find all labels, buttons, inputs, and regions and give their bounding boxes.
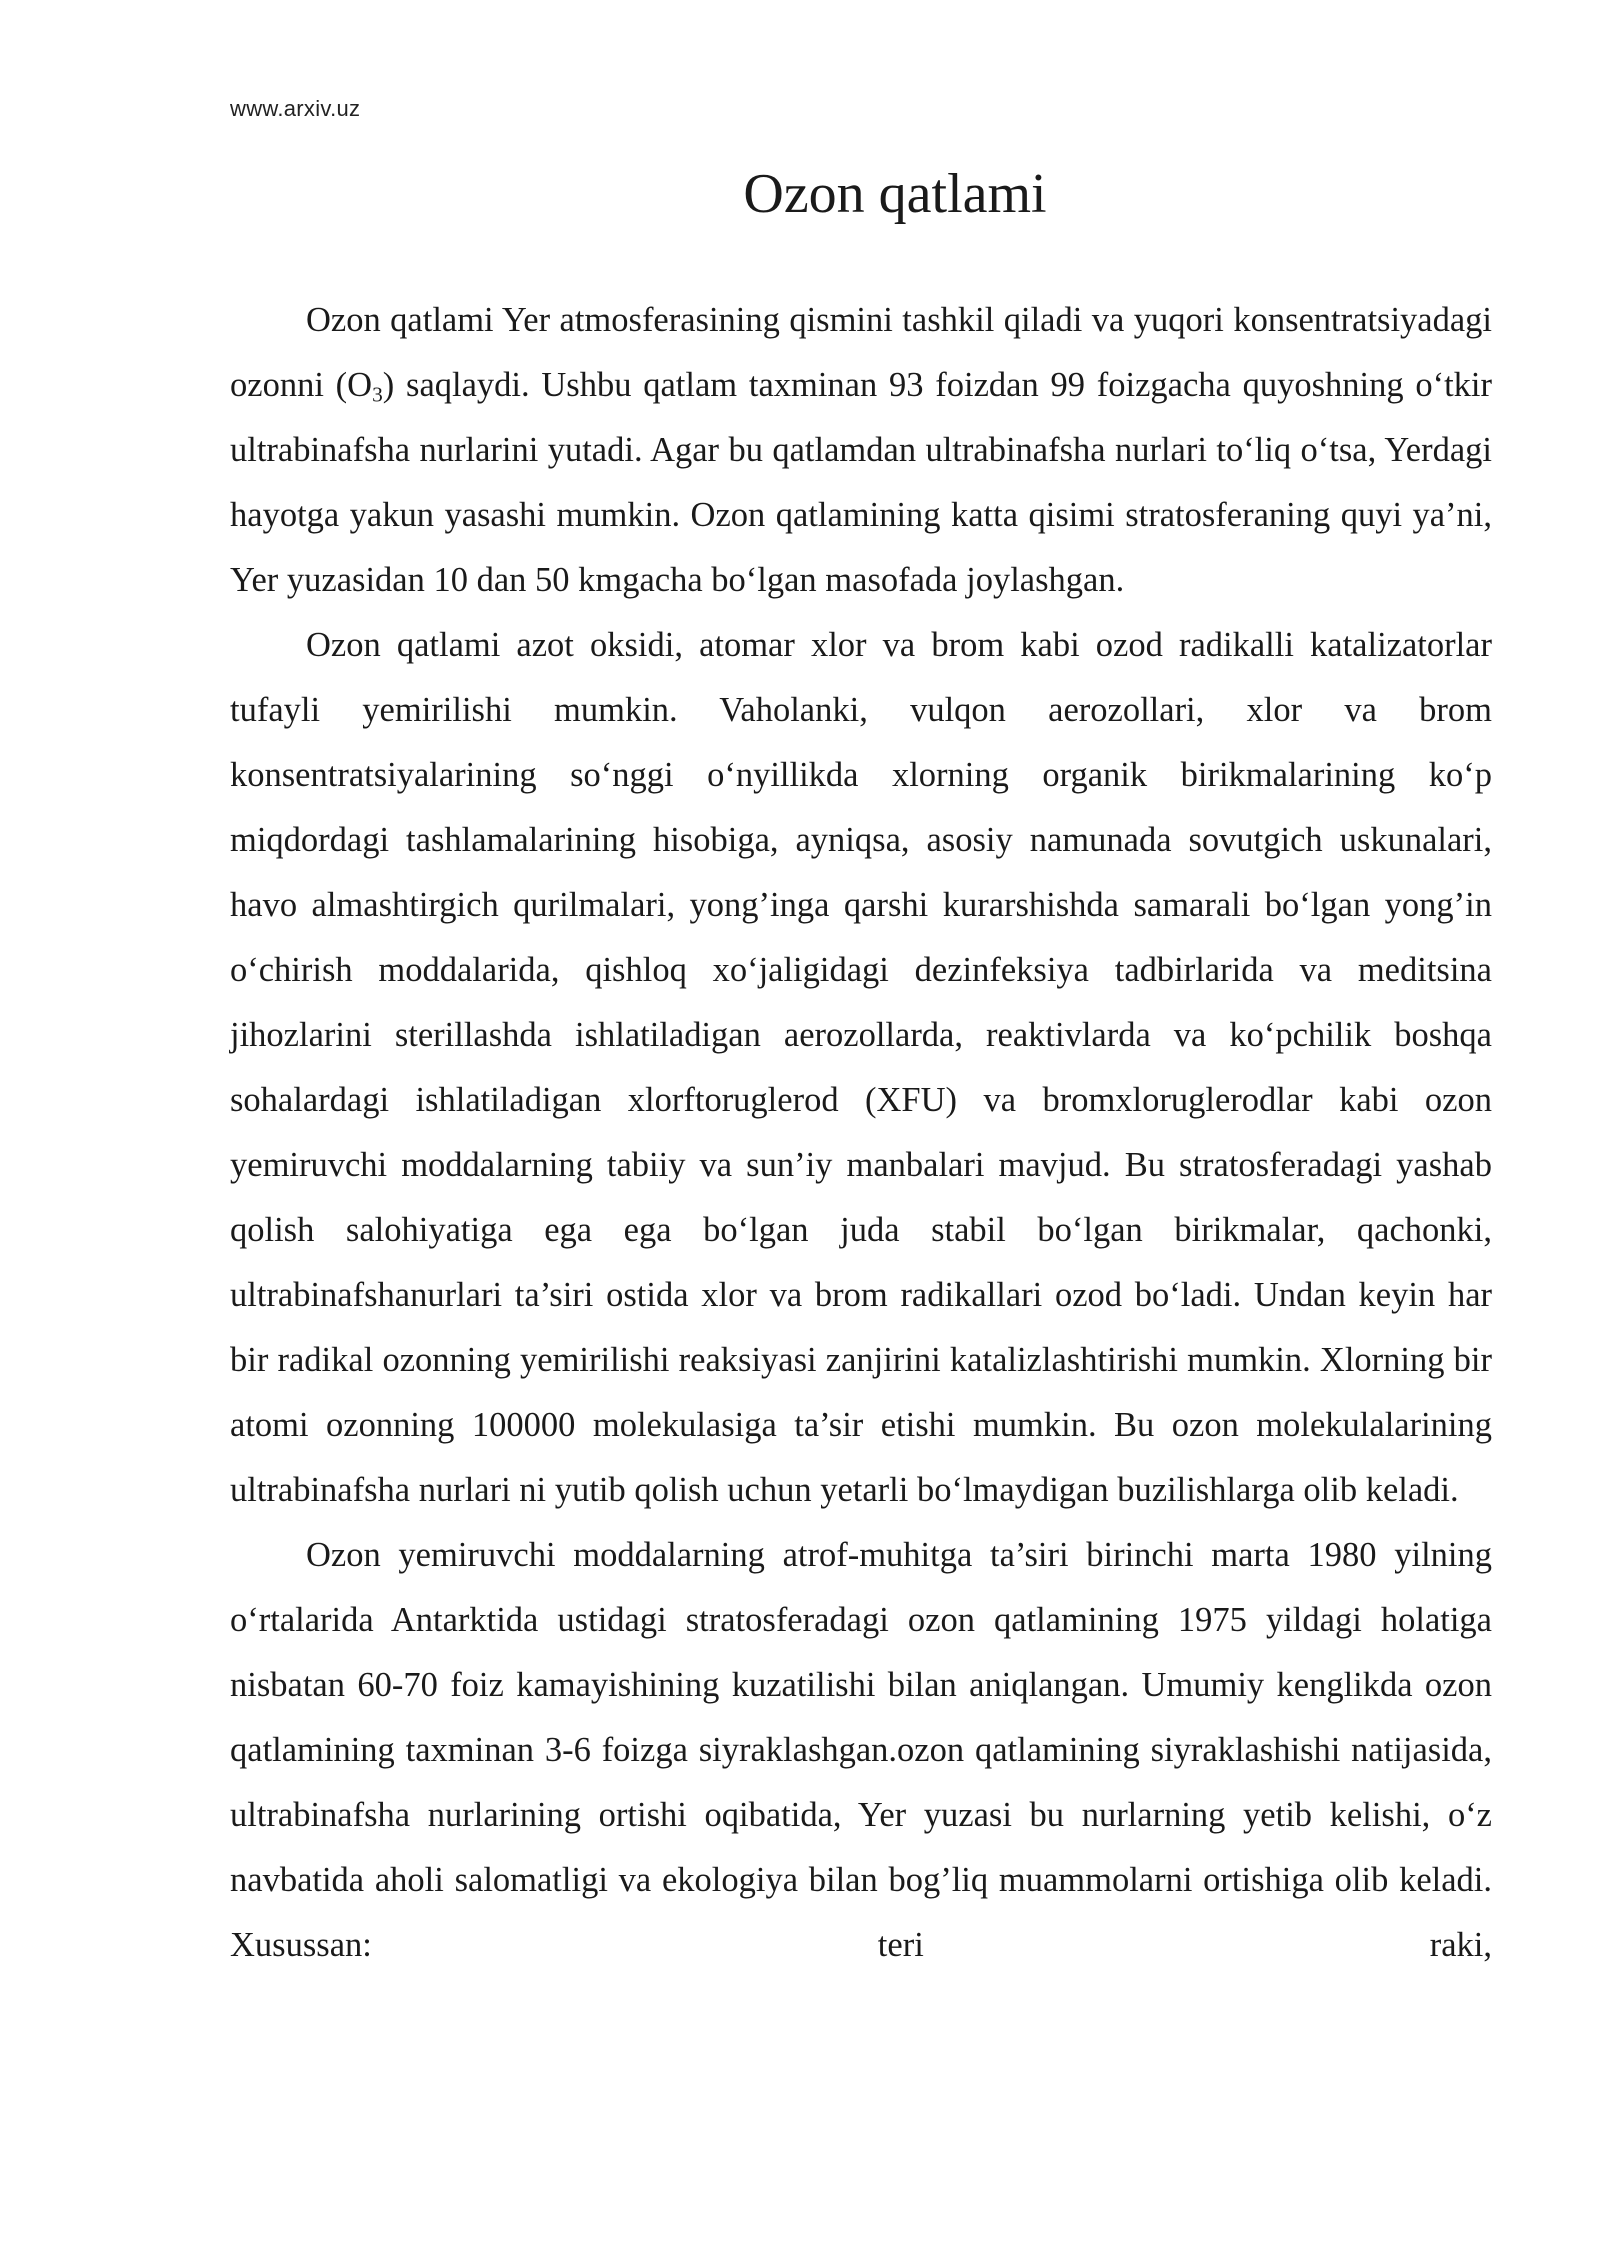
document-body (230, 288, 1492, 1978)
paragraph-1-text-before-formula: Ozon qatlami Yer atmosferasining qismini tashkil qiladi va yuqori konsentratsiyadagi ozonni ( (230, 301, 1492, 404)
paragraph-2: Ozon qatlami azot oksidi, atomar xlor va brom kabi ozod radikalli katalizatorlar tufayli yemirilishi mumkin. Vaholanki, vulqon aerozollari, xlor va brom konsentratsiyalarining so‘nggi o‘nyillikda xlorning organik birikmalarining ko‘p miqdordagi tashlamalarining hisobiga, ayniqsa, asosiy namunada sovutgich uskunalari, havo almashtirgich qurilmalari, yong’inga qarshi kurarshishda samarali bo‘lgan yong’in o‘chirish moddalarida, qishloq xo‘jaligidagi dezinfeksiya tadbirlarida va meditsina jihozlarini sterillashda ishlatiladigan aerozollarda, reaktivlarda va ko‘pchilik boshqa sohalardagi ishlatiladigan xlorftoruglerod (XFU) va bromxloruglerodlar kabi ozon yemiruvchi moddalarning tabiiy va sun’iy manbalari mavjud. Bu stratosferadagi yashab qolish salohiyatiga ega ega bo‘lgan juda stabil bo‘lgan birikmalar, qachonki, ultrabinafshanurlari ta’siri ostida xlor va brom radikallari ozod bo‘ladi. Undan keyin har bir radikal ozonning yemirilishi reaksiyasi zanjirini katalizlashtirishi mumkin. Xlorning bir atomi ozonning 100000 molekulasiga ta’sir etishi mumkin. Bu ozon molekulalarining ultrabinafsha nurlari ni yutib qolish uchun yetarli bo‘lmaydigan buzilishlarga olib keladi. (230, 626, 1492, 1509)
paragraph-1-text-after-formula: ) saqlaydi. Ushbu qatlam taxminan 93 foizdan 99 foizgacha quyoshning o‘tkir ultrabinafsha nurlarini yutadi. Agar bu qatlamdan ultrabinafsha nurlari to‘liq o‘tsa, Yerdagi hayotga yakun yasashi mumkin. Ozon qatlamining katta qisimi stratosferaning quyi ya’ni, Yer yuzasidan 10 dan 50 kmgacha bo‘lgan masofada joylashgan. (230, 366, 1493, 599)
document-title: Ozon qatlami (743, 163, 1047, 225)
paragraph-3: Ozon yemiruvchi moddalarning atrof-muhitga ta’siri birinchi marta 1980 yilning o‘rtalarida Antarktida ustidagi stratosferadagi ozon qatlamining 1975 yildagi holatiga nisbatan 60-70 foiz kamayishining kuzatilishi bilan aniqlangan. Umumiy kenglikda ozon qatlamining taxminan 3-6 foizga siyraklashgan.ozon qatlamining siyraklashishi natijasida, ultrabinafsha nurlarining ortishi oqibatida, Yer yuzasi bu nurlarning yetib kelishi, o‘z navbatida aholi salomatligi va ekologiya bilan bog’liq muammolarni ortishiga olib keladi. Xusussan: teri raki, (230, 1536, 1492, 1964)
site-url: www.arxiv.uz (230, 96, 361, 121)
ozone-formula (347, 366, 383, 407)
ozone-formula-subscript: 3 (372, 382, 383, 407)
ozone-formula-symbol: O (347, 366, 373, 404)
paragraph-1 (230, 288, 1492, 613)
